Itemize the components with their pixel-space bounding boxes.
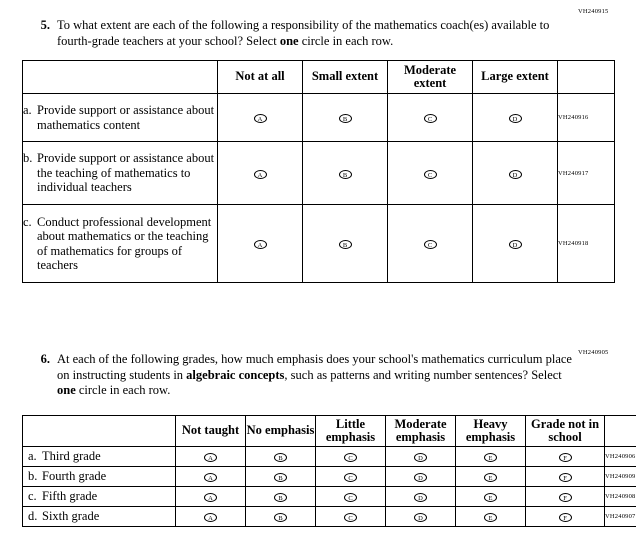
option-sixth-heavy-emphasis[interactable] <box>456 507 526 527</box>
question-5-table <box>22 60 615 283</box>
question-6-text-post: circle in each row. <box>75 383 171 397</box>
radio-bubble[interactable]: F <box>559 513 572 522</box>
option-a-small-extent[interactable] <box>303 94 388 142</box>
table-row <box>23 507 636 527</box>
radio-bubble[interactable]: D <box>414 513 427 522</box>
question-6-text <box>57 352 576 399</box>
option-sixth-grade-not-in-school[interactable] <box>526 507 605 527</box>
table-row <box>23 142 615 205</box>
option-sixth-moderate-emphasis[interactable] <box>386 507 456 527</box>
radio-bubble[interactable]: B <box>274 513 287 522</box>
table-header-row <box>23 61 615 94</box>
radio-bubble[interactable]: A <box>254 240 267 249</box>
radio-bubble[interactable]: E <box>484 493 497 502</box>
option-c-small-extent[interactable] <box>303 205 388 283</box>
question-5-text-pre: To what extent are each of the following a responsibility of the mathematics coach(es) available to fourth-grade teachers at your school? Select <box>57 18 550 48</box>
radio-bubble[interactable]: A <box>204 513 217 522</box>
row-item-id: VH240916 <box>558 94 615 142</box>
option-b-not-at-all[interactable] <box>218 142 303 205</box>
option-b-large-extent[interactable] <box>473 142 558 205</box>
option-a-large-extent[interactable] <box>473 94 558 142</box>
radio-bubble[interactable]: B <box>274 493 287 502</box>
table-row <box>23 94 615 142</box>
radio-bubble[interactable]: C <box>424 170 437 179</box>
radio-bubble[interactable]: C <box>344 513 357 522</box>
option-b-small-extent[interactable] <box>303 142 388 205</box>
question-6-text-bold2: one <box>57 383 76 397</box>
row-letter: a. <box>28 449 37 464</box>
option-a-moderate-extent[interactable] <box>388 94 473 142</box>
option-fourth-not-taught[interactable] <box>176 467 246 487</box>
option-fourth-grade-not-in-school[interactable] <box>526 467 605 487</box>
question-5-header <box>0 18 636 49</box>
radio-bubble[interactable]: E <box>484 513 497 522</box>
option-fourth-little-emphasis[interactable] <box>316 467 386 487</box>
radio-bubble[interactable]: C <box>424 240 437 249</box>
row-text: Provide support or assistance about mathematics content <box>37 103 215 132</box>
row-item-id: VH240907 <box>605 507 636 527</box>
question-5-text <box>57 18 576 49</box>
option-fifth-little-emphasis[interactable] <box>316 487 386 507</box>
row-item-id: VH240908 <box>605 487 636 507</box>
page-item-id: VH240915 <box>578 8 609 15</box>
row-label-fifth-grade <box>23 487 176 507</box>
option-fifth-not-taught[interactable] <box>176 487 246 507</box>
row-label-fourth-grade <box>23 467 176 487</box>
question-6 <box>0 352 636 399</box>
radio-bubble[interactable]: D <box>414 453 427 462</box>
row-label-a <box>23 94 218 142</box>
option-fifth-heavy-emphasis[interactable] <box>456 487 526 507</box>
radio-bubble[interactable]: A <box>254 114 267 123</box>
radio-bubble[interactable]: E <box>484 453 497 462</box>
row-text: Third grade <box>42 449 101 464</box>
radio-bubble[interactable]: C <box>344 493 357 502</box>
question-5-text-bold: one <box>279 33 299 48</box>
option-a-not-at-all[interactable] <box>218 94 303 142</box>
row-item-id: VH240917 <box>558 142 615 205</box>
header-cell-heavy-emphasis: Heavy emphasis <box>456 416 526 447</box>
radio-bubble[interactable]: B <box>274 473 287 482</box>
row-text: Fourth grade <box>42 469 107 484</box>
header-cell-small-extent: Small extent <box>303 61 388 94</box>
row-label-sixth-grade <box>23 507 176 527</box>
header-cell-blank <box>23 416 176 447</box>
radio-bubble[interactable]: B <box>339 170 352 179</box>
header-cell-little-emphasis: Little emphasis <box>316 416 386 447</box>
row-letter: a. <box>23 103 32 117</box>
radio-bubble[interactable]: E <box>484 473 497 482</box>
option-sixth-no-emphasis[interactable] <box>246 507 316 527</box>
header-cell-large-extent: Large extent <box>473 61 558 94</box>
question-6-item-id: VH240905 <box>578 349 609 356</box>
option-third-heavy-emphasis[interactable] <box>456 447 526 467</box>
option-fifth-moderate-emphasis[interactable] <box>386 487 456 507</box>
header-cell-blank <box>23 61 218 94</box>
row-text: Conduct professional development about mathematics or the teaching of mathematics for groups of teachers <box>37 214 212 272</box>
option-fourth-moderate-emphasis[interactable] <box>386 467 456 487</box>
header-cell-moderate-extent: Moderate extent <box>388 61 473 94</box>
row-letter: d. <box>28 509 38 524</box>
header-cell-not-taught: Not taught <box>176 416 246 447</box>
row-label-b <box>23 142 218 205</box>
question-6-table <box>22 415 636 527</box>
option-fourth-heavy-emphasis[interactable] <box>456 467 526 487</box>
table-row <box>23 467 636 487</box>
table-row <box>23 205 615 283</box>
option-third-grade-not-in-school[interactable] <box>526 447 605 467</box>
radio-bubble[interactable]: C <box>424 114 437 123</box>
row-item-id: VH240918 <box>558 205 615 283</box>
option-third-moderate-emphasis[interactable] <box>386 447 456 467</box>
option-third-no-emphasis[interactable] <box>246 447 316 467</box>
row-text: Fifth grade <box>42 489 98 504</box>
header-cell-id <box>558 61 615 94</box>
radio-bubble[interactable]: A <box>204 493 217 502</box>
header-cell-moderate-emphasis: Moderate emphasis <box>386 416 456 447</box>
row-text: Provide support or assistance about the teaching of mathematics to individual teachers <box>37 151 215 195</box>
radio-bubble[interactable]: F <box>559 453 572 462</box>
question-5-text-post: circle in each row. <box>298 33 394 48</box>
radio-bubble[interactable]: D <box>509 170 522 179</box>
option-b-moderate-extent[interactable] <box>388 142 473 205</box>
radio-bubble[interactable]: B <box>339 240 352 249</box>
option-c-large-extent[interactable] <box>473 205 558 283</box>
row-label-third-grade <box>23 447 176 467</box>
question-6-text-mid: , such as patterns and writing number sentences? Select <box>284 367 562 382</box>
row-letter: c. <box>28 489 37 504</box>
question-5-number: 5. <box>40 18 50 32</box>
option-sixth-little-emphasis[interactable] <box>316 507 386 527</box>
radio-bubble[interactable]: F <box>559 493 572 502</box>
question-6-text-bold: algebraic concepts <box>186 367 285 382</box>
question-6-text-pre: At each of the following grades, how much emphasis does your school's mathematics curriculum place on instructing students in <box>57 352 572 382</box>
radio-bubble[interactable]: C <box>344 453 357 462</box>
question-5 <box>0 18 636 49</box>
radio-bubble[interactable]: D <box>509 114 522 123</box>
row-letter: b. <box>23 151 33 166</box>
option-sixth-not-taught[interactable] <box>176 507 246 527</box>
option-third-little-emphasis[interactable] <box>316 447 386 467</box>
row-text: Sixth grade <box>42 509 100 524</box>
table-row <box>23 447 636 467</box>
radio-bubble[interactable]: A <box>204 473 217 482</box>
radio-bubble[interactable]: D <box>414 493 427 502</box>
radio-bubble[interactable]: D <box>414 473 427 482</box>
header-cell-id <box>605 416 636 447</box>
header-cell-no-emphasis: No emphasis <box>246 416 316 447</box>
row-letter: c. <box>23 214 32 229</box>
option-fifth-grade-not-in-school[interactable] <box>526 487 605 507</box>
row-label-c <box>23 205 218 283</box>
table-row <box>23 487 636 507</box>
table-header-row <box>23 416 636 447</box>
radio-bubble[interactable]: D <box>509 240 522 249</box>
question-6-number: 6. <box>40 352 50 366</box>
option-third-not-taught[interactable] <box>176 447 246 467</box>
option-fifth-no-emphasis[interactable] <box>246 487 316 507</box>
question-6-header <box>0 352 636 399</box>
radio-bubble[interactable]: B <box>274 453 287 462</box>
row-item-id: VH240909 <box>605 467 636 487</box>
radio-bubble[interactable]: B <box>339 114 352 123</box>
header-cell-not-at-all: Not at all <box>218 61 303 94</box>
radio-bubble[interactable]: A <box>254 170 267 179</box>
row-letter: b. <box>28 469 38 484</box>
radio-bubble[interactable]: F <box>559 473 572 482</box>
option-fourth-no-emphasis[interactable] <box>246 467 316 487</box>
option-c-not-at-all[interactable] <box>218 205 303 283</box>
header-cell-grade-not-in-school: Grade not in school <box>526 416 605 447</box>
radio-bubble[interactable]: A <box>204 453 217 462</box>
option-c-moderate-extent[interactable] <box>388 205 473 283</box>
radio-bubble[interactable]: C <box>344 473 357 482</box>
row-item-id: VH240906 <box>605 447 636 467</box>
